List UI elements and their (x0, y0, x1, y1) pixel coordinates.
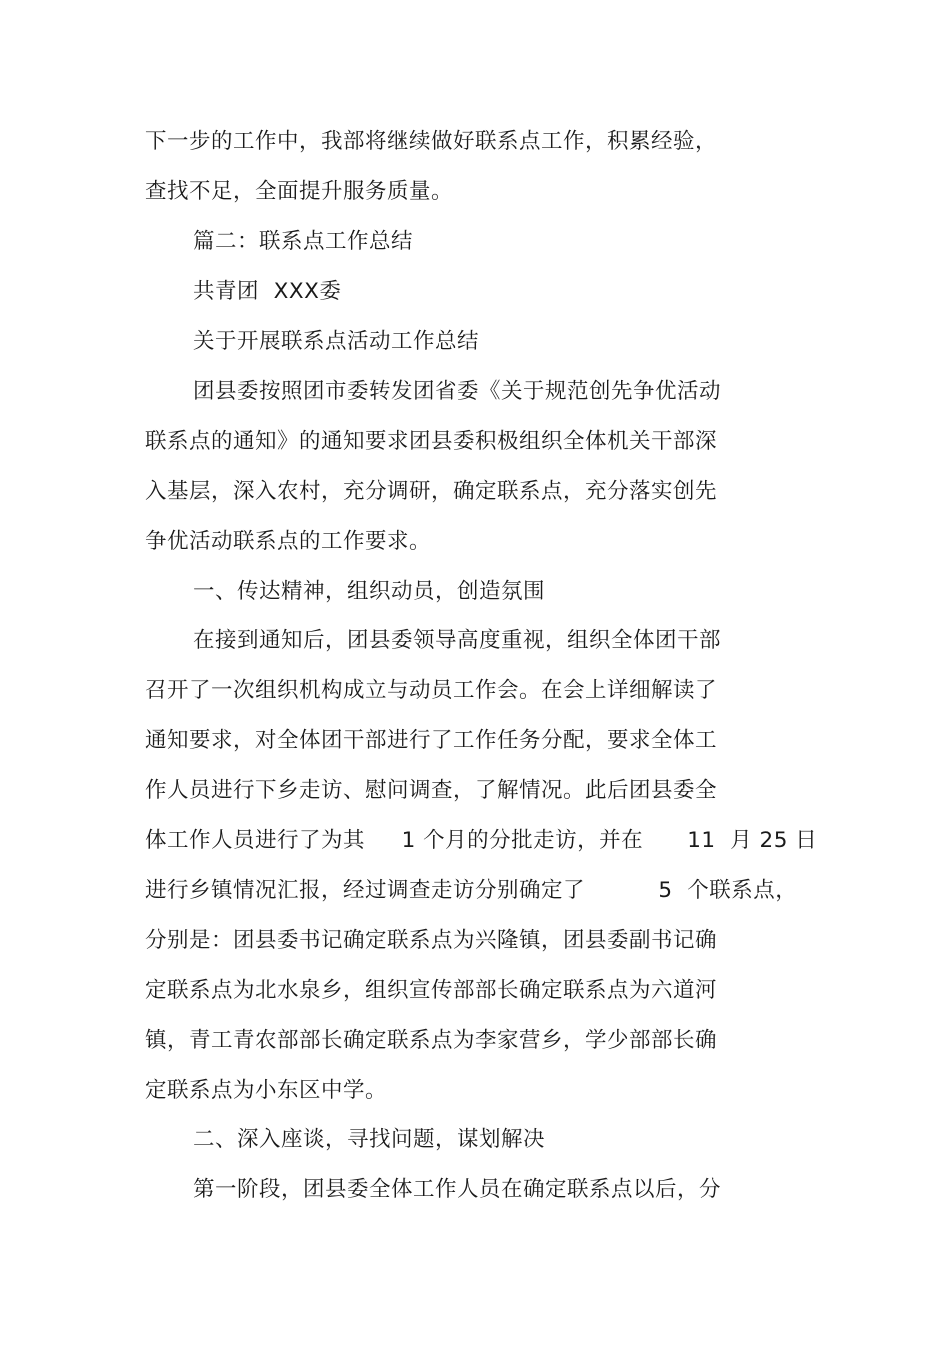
section-heading: 篇二：联系点工作总结 (193, 229, 414, 254)
document-title: 关于开展联系点活动工作总结 (193, 329, 480, 354)
organization-line: 共青团 XXX委 (193, 279, 342, 304)
paragraph-line: 团县委按照团市委转发团省委《关于规范创先争优活动 (193, 379, 722, 404)
paragraph-line: 定联系点为北水泉乡，组织宣传部部长确定联系点为六道河 (145, 978, 718, 1003)
paragraph-line: 进行乡镇情况汇报，经过调查走访分别确定了 5 个联系点， (145, 878, 798, 903)
paragraph-line: 下一步的工作中，我部将继续做好联系点工作，积累经验， (145, 129, 718, 154)
paragraph-line: 入基层，深入农村，充分调研，确定联系点，充分落实创先 (145, 479, 718, 504)
paragraph-line: 定联系点为小东区中学。 (145, 1078, 388, 1103)
paragraph-line: 体工作人员进行了为其 1 个月的分批走访，并在 11 月 25 日 (145, 828, 818, 853)
paragraph-line: 在接到通知后，团县委领导高度重视，组织全体团干部 (193, 628, 722, 653)
paragraph-line: 联系点的通知》的通知要求团县委积极组织全体机关干部深 (145, 429, 718, 454)
paragraph-line: 通知要求，对全体团干部进行了工作任务分配，要求全体工 (145, 728, 718, 753)
paragraph-line: 第一阶段，团县委全体工作人员在确定联系点以后，分 (193, 1177, 722, 1202)
paragraph-line: 召开了一次组织机构成立与动员工作会。在会上详细解读了 (145, 678, 718, 703)
subsection-heading: 一、传达精神，组织动员，创造氛围 (193, 579, 546, 604)
paragraph-line: 镇，青工青农部部长确定联系点为李家营乡，学少部部长确 (145, 1028, 718, 1053)
paragraph-line: 分别是：团县委书记确定联系点为兴隆镇，团县委副书记确 (145, 928, 718, 953)
paragraph-line: 作人员进行下乡走访、慰问调查，了解情况。此后团县委全 (145, 778, 718, 803)
subsection-heading: 二、深入座谈，寻找问题，谋划解决 (193, 1127, 546, 1152)
paragraph-line: 争优活动联系点的工作要求。 (145, 529, 432, 554)
paragraph-line: 查找不足，全面提升服务质量。 (145, 179, 454, 204)
